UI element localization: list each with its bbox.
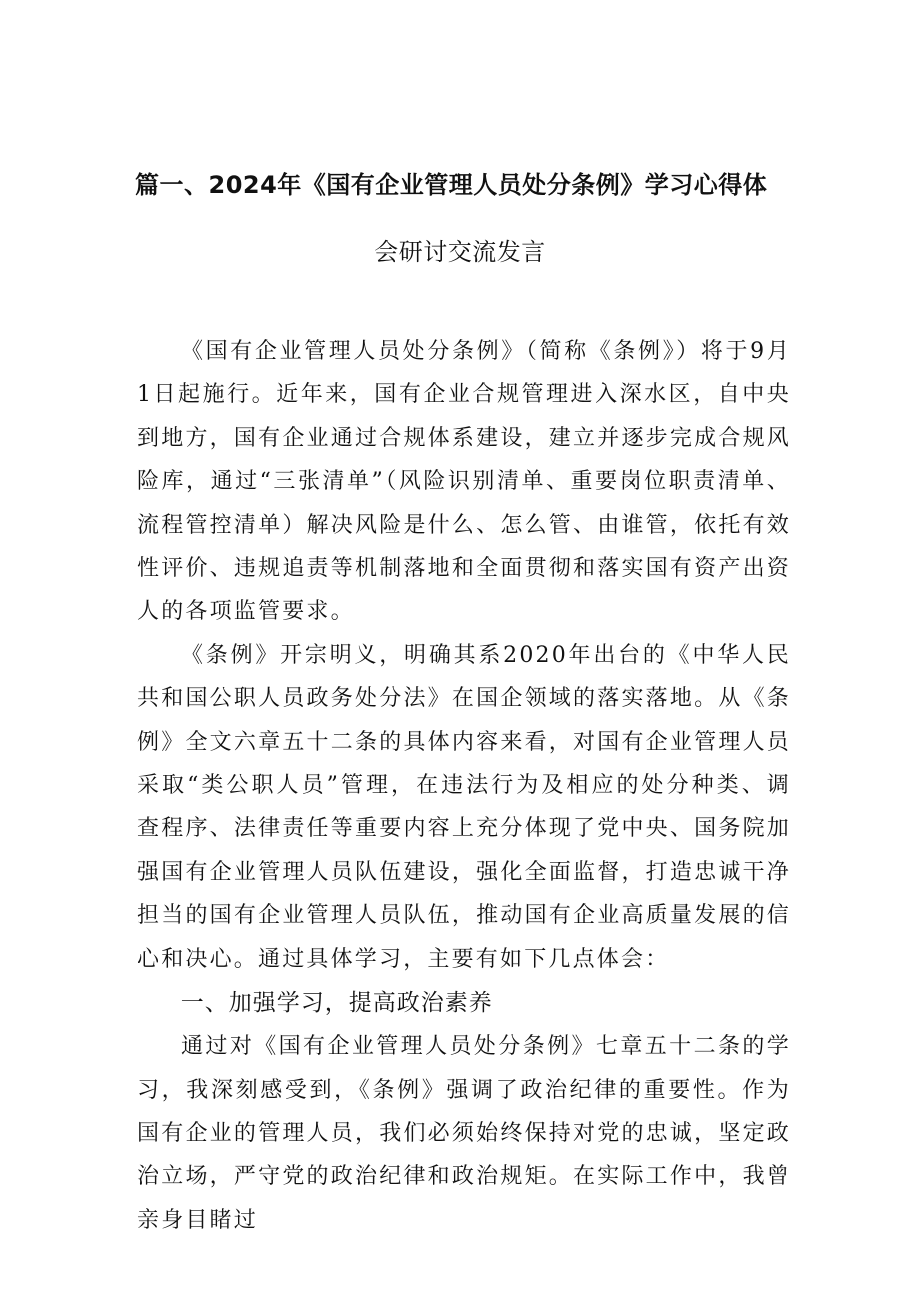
paragraph-2: 《条例》开宗明义，明确其系2020年出台的《中华人民共和国公职人员政务处分法》在国企领域的落实落地。从《条例》全文六章五十二条的具体内容来看，对国有企业管理人员采取“类公职人员”管理，在违法行为及相应的处分种类、调查程序、法律责任等重要内容上充分体现了党中央、国务院加强国有企业管理人员队伍建设，强化全面监督，打造忠诚干净担当的国有企业管理人员队伍，推动国有企业高质量发展的信心和决心。通过具体学习，主要有如下几点体会： bbox=[137, 642, 791, 972]
paragraph-3: 通过对《国有企业管理人员处分条例》七章五十二条的学习，我深刻感受到，《条例》强调了政治纪律的重要性。作为国有企业的管理人员，我们必须始终保持对党的忠诚，坚定政治立场，严守党的政治纪律和政治规矩。在实际工作中，我曾亲身目睹过 bbox=[137, 1034, 791, 1233]
document-title-line-1: 篇一、2024年《国有企业管理人员处分条例》学习心得体 bbox=[135, 171, 768, 199]
paragraph-1: 《国有企业管理人员处分条例》（简称《条例》）将于9月1日起施行。近年来，国有企业合规管理进入深水区，自中央到地方，国有企业通过合规体系建设，建立并逐步完成合规风险库，通过“三张清单”（风险识别清单、重要岗位职责清单、流程管控清单）解决风险是什么、怎么管、由谁管，依托有效性评价、违规追责等机制落地和全面贯彻和落实国有资产出资人的各项监管要求。 bbox=[137, 339, 791, 625]
document-body bbox=[137, 330, 791, 1242]
section-heading: 一、加强学习，提高政治素养 bbox=[180, 990, 493, 1017]
document-title-line-2: 会研讨交流发言 bbox=[374, 238, 546, 266]
